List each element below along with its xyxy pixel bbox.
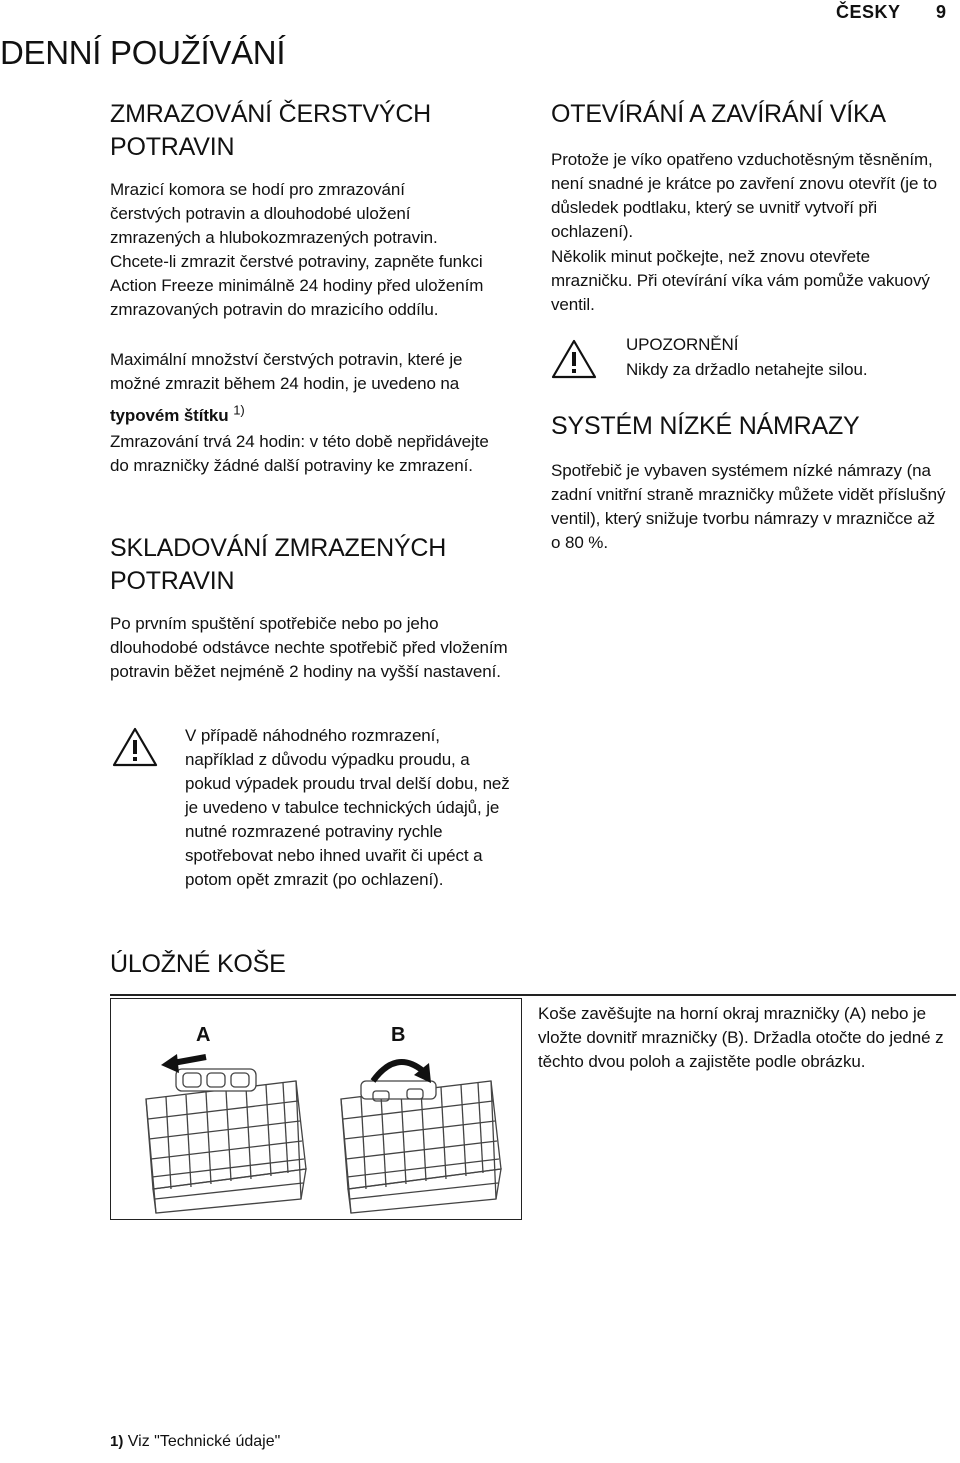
freezing-paragraph-3-text: Maximální množství čerstvých potravin, které je možné zmrazit během 24 hodin, je uvedeno na — [110, 350, 463, 393]
warning-icon — [112, 726, 158, 773]
label-a: A — [196, 1024, 211, 1046]
freezing-paragraph-1: Mrazicí komora se hodí pro zmrazování čerstvých potravin a dlouhodobé uložení zmrazených a hlubokozmrazených potravin. — [110, 180, 438, 247]
freezing-title: ZMRAZOVÁNÍ ČERSTVÝCH POTRAVIN — [110, 100, 432, 161]
freezing-paragraph-2: Chcete-li zmrazit čerstvé potraviny, zapněte funkci Action Freeze minimálně 24 hodiny před uložením zmrazovaných potravin do mrazicího oddílu. — [110, 252, 484, 319]
baskets-illustration — [110, 998, 522, 1220]
label-b: B — [391, 1024, 406, 1046]
caution-icon — [551, 338, 597, 385]
page-number: 9 — [936, 2, 947, 22]
footnote-mark: 1) — [110, 1433, 124, 1450]
caution-label: UPOZORNĚNÍ — [626, 335, 739, 354]
lowfrost-title: SYSTÉM NÍZKÉ NÁMRAZY — [551, 412, 860, 440]
basket-drawing — [111, 999, 520, 1218]
baskets-text: Koše zavěšujte na horní okraj mrazničky (A) nebo je vložte dovnitř mrazničky (B). Držadla otočte do jedné z těchto dvou poloh a zajistěte podle obrázku. — [538, 1004, 944, 1071]
footnote — [110, 1433, 450, 1451]
language-label: ČESKY — [836, 2, 901, 22]
freezing-paragraph-4: Zmrazování trvá 24 hodin: v této době nepřidávejte do mrazničky žádné další potraviny ke zmrazení. — [110, 432, 489, 475]
lowfrost-paragraph: Spotřebič je vybaven systémem nízké námrazy (na zadní vnitřní straně mrazničky můžete vidět příslušný ventil), který snižuje tvorbu námrazy v mrazničce až o 80 %. — [551, 461, 946, 552]
footnote-text: Viz "Technické údaje" — [127, 1433, 281, 1450]
lid-paragraph-2: Několik minut počkejte, než znovu otevřete mrazničku. Při otevírání víka vám pomůže vakuový ventil. — [551, 247, 930, 314]
lid-paragraph-1: Protože je víko opatřeno vzduchotěsným těsněním, není snadné je krátce po zavření znovu otevřít (je to důsledek podtlaku, který se uvnitř vytvoří při ochlazení). — [551, 150, 937, 241]
lid-title: OTEVÍRÁNÍ A ZAVÍRÁNÍ VÍKA — [551, 100, 886, 128]
page-title: DENNÍ POUŽÍVÁNÍ — [0, 34, 286, 71]
footnote-ref: 1) — [233, 402, 245, 418]
freezing-paragraph-3 — [110, 348, 510, 428]
baskets-title: ÚLOŽNÉ KOŠE — [110, 950, 286, 978]
caution-text: Nikdy za držadlo netahejte silou. — [626, 360, 868, 379]
rating-plate-link[interactable]: typovém štítku — [110, 406, 229, 425]
storage-title: SKLADOVÁNÍ ZMRAZENÝCH POTRAVIN — [110, 534, 447, 595]
storage-paragraph-1: Po prvním spuštění spotřebiče nebo po jeho dlouhodobé odstávce nechte spotřebič před vložením potravin běžet nejméně 2 hodiny na vyšší nastavení. — [110, 614, 508, 681]
section-divider — [110, 994, 956, 996]
storage-warning-text: V případě náhodného rozmrazení, například z důvodu výpadku proudu, a pokud výpadek proudu trval delší dobu, než je uvedeno v tabulce technických údajů, je nutné rozmrazené potraviny rychle spotřebovat nebo ihned uvařit či upéct a potom opět zmrazit (po ochlazení). — [185, 726, 510, 889]
